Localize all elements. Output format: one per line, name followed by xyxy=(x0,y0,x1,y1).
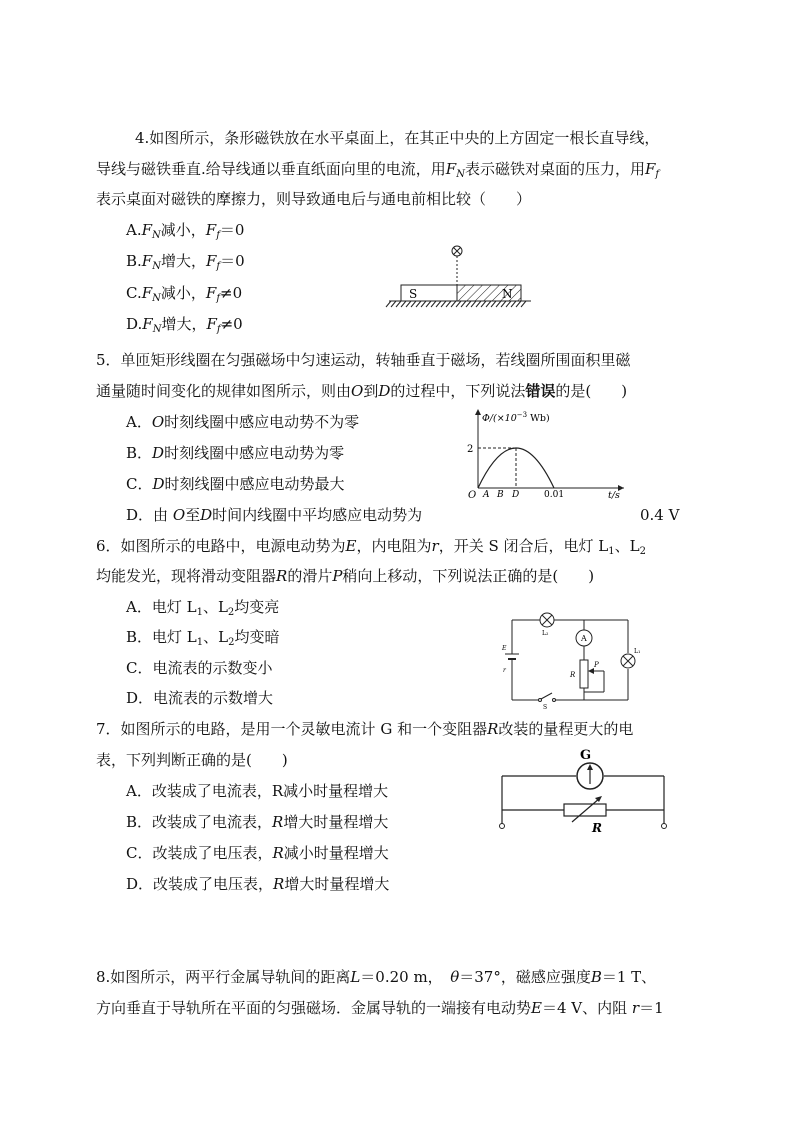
galvanometer-icon xyxy=(577,763,603,789)
resistor-label: R xyxy=(592,821,602,834)
table-hatch-mark xyxy=(386,301,391,307)
battery-e-label: E xyxy=(502,645,507,652)
q5-flux-graph xyxy=(460,404,630,500)
q7-option-b: B．改装成了电流表，R增大时量程增大 xyxy=(126,813,389,831)
q7-line2: 表，下列判断正确的是( ) xyxy=(96,751,288,769)
q6-circuit-figure xyxy=(498,610,648,710)
q7-option-c: C．改装成了电压表，R减小时量程增大 xyxy=(126,844,389,862)
q4-line2: 导线与磁铁垂直.给导线通以垂直纸面向里的电流，用$F_N$表示磁铁对桌面的压力，用$F_f$ xyxy=(96,160,660,180)
table-hatch-mark xyxy=(511,301,516,307)
graph-tick-b: B xyxy=(497,490,504,500)
battery-icon xyxy=(505,654,519,664)
switch-icon xyxy=(539,693,556,702)
q4-magnet-figure xyxy=(385,238,535,314)
table-hatch-mark xyxy=(431,301,436,307)
terminal-right-icon xyxy=(662,824,667,829)
graph-tick-2: 2 xyxy=(467,444,474,455)
table-surface xyxy=(386,301,531,307)
q5-line2: 通量随时间变化的规律如图所示，则由O到D的过程中，下列说法错误的是( ) xyxy=(96,382,628,400)
q6-line2: 均能发光，现将滑动变阻器R的滑片P稍向上移动，下列说法正确的是( ) xyxy=(96,567,595,585)
table-hatch-mark xyxy=(506,301,511,307)
graph-tick-001: 0.01 xyxy=(544,490,565,500)
table-hatch-mark xyxy=(461,301,466,307)
rheostat-label: R xyxy=(570,671,576,679)
table-hatch-mark xyxy=(391,301,396,307)
graph-x-label: t/s xyxy=(608,490,620,500)
q4-line3: 表示桌面对磁铁的摩擦力，则导致通电后与通电前相比较（ ） xyxy=(96,190,532,208)
q7-option-d: D．改装成了电压表，R增大时量程增大 xyxy=(126,875,390,893)
q4-option-b: $B.F_N$增大，$F_f=0$ xyxy=(126,252,245,272)
q5-option-a: A．O时刻线圈中感应电动势不为零 xyxy=(126,413,360,431)
graph-tick-d: D xyxy=(512,490,520,500)
q6-line1: 6．如图所示的电路中，电源电动势为E，内电阻为r，开关 S 闭合后，电灯 $L_1$、$L_2$ xyxy=(96,537,646,557)
q7-line1: 7．如图所示的电路，是用一个灵敏电流计 G 和一个变阻器R改装的量程更大的电 xyxy=(96,720,634,738)
lamp-l1-label: L₁ xyxy=(634,648,641,655)
q6-option-c: C．电流表的示数变小 xyxy=(126,659,273,677)
galvanometer-label: G xyxy=(580,748,592,763)
q5-line1: 5．单匝矩形线圈在匀强磁场中匀速运动，转轴垂直于磁场，若线圈所围面积里磁 xyxy=(96,351,631,369)
table-hatch-mark xyxy=(476,301,481,307)
q7-meter-figure xyxy=(492,744,674,834)
rheostat-icon xyxy=(580,660,588,688)
switch-label: S xyxy=(543,704,548,710)
ammeter-icon xyxy=(576,630,592,646)
table-hatch-mark xyxy=(406,301,411,307)
q8-line1: 8.如图所示，两平行金属导轨间的距离L＝0.20 m， θ＝37°，磁感应强度B＝1 T、 xyxy=(96,968,657,986)
table-hatch-mark xyxy=(466,301,471,307)
table-hatch-mark xyxy=(516,301,521,307)
variable-resistor-icon xyxy=(564,796,606,822)
table-hatch-mark xyxy=(441,301,446,307)
table-hatch-mark xyxy=(401,301,406,307)
table-hatch-mark xyxy=(411,301,416,307)
q5-option-d: D．由 O至D时间内线圈中平均感应电动势为 xyxy=(126,506,423,524)
table-hatch-mark xyxy=(426,301,431,307)
q6-option-a: A．电灯 $L_1$、$L_2$均变亮 xyxy=(126,598,280,618)
q5-option-c: C．D时刻线圈中感应电动势最大 xyxy=(126,475,345,493)
graph-tick-a: A xyxy=(483,490,490,500)
magnet-n-label: N xyxy=(502,287,513,301)
q5-option-b: B．D时刻线圈中感应电动势为零 xyxy=(126,444,345,462)
magnet-s-label: S xyxy=(409,287,418,301)
table-hatch-mark xyxy=(481,301,486,307)
graph-origin: O xyxy=(468,490,477,500)
graph-y-label: $\Phi/(\times 10^{-3}$ Wb) xyxy=(482,411,550,424)
q6-option-b: B．电灯 $L_1$、$L_2$均变暗 xyxy=(126,628,280,648)
table-hatch-mark xyxy=(451,301,456,307)
q5-option-d-value: 0.4 V xyxy=(640,506,680,524)
table-hatch-mark xyxy=(471,301,476,307)
table-hatch-mark xyxy=(446,301,451,307)
q7-option-a: A．改装成了电流表，R减小时量程增大 xyxy=(126,782,389,800)
table-hatch-mark xyxy=(501,301,506,307)
table-hatch-mark xyxy=(421,301,426,307)
table-hatch-mark xyxy=(521,301,526,307)
q4-option-d: $D.F_N$增大，$F_f\ne 0$ xyxy=(126,315,243,335)
table-hatch-mark xyxy=(496,301,501,307)
lamp-l2-icon xyxy=(540,613,554,627)
table-hatch-mark xyxy=(491,301,496,307)
wire-into-page-icon xyxy=(452,246,462,256)
svg-text:A: A xyxy=(581,634,587,643)
q8-line2: 方向垂直于导轨所在平面的匀强磁场．金属导轨的一端接有电动势E＝4 V、内阻 r＝1 xyxy=(96,999,664,1017)
table-hatch-mark xyxy=(416,301,421,307)
lamp-l2-label: L₂ xyxy=(542,630,549,637)
q4-option-c: $C.F_N$减小，$F_f\ne 0$ xyxy=(126,284,243,304)
slider-label: P xyxy=(594,661,599,669)
lamp-l1-icon xyxy=(621,654,635,668)
table-hatch-mark xyxy=(396,301,401,307)
table-hatch-mark xyxy=(436,301,441,307)
q6-option-d: D．电流表的示数增大 xyxy=(126,689,274,707)
battery-r-label: r xyxy=(503,667,506,674)
table-hatch-mark xyxy=(486,301,491,307)
q4-line1: 4.如图所示，条形磁铁放在水平桌面上，在其正中央的上方固定一根长直导线， xyxy=(135,129,660,147)
terminal-left-icon xyxy=(500,824,505,829)
table-hatch-mark xyxy=(456,301,461,307)
q4-option-a: $A.F_N$减小，$F_f=0$ xyxy=(126,221,245,241)
